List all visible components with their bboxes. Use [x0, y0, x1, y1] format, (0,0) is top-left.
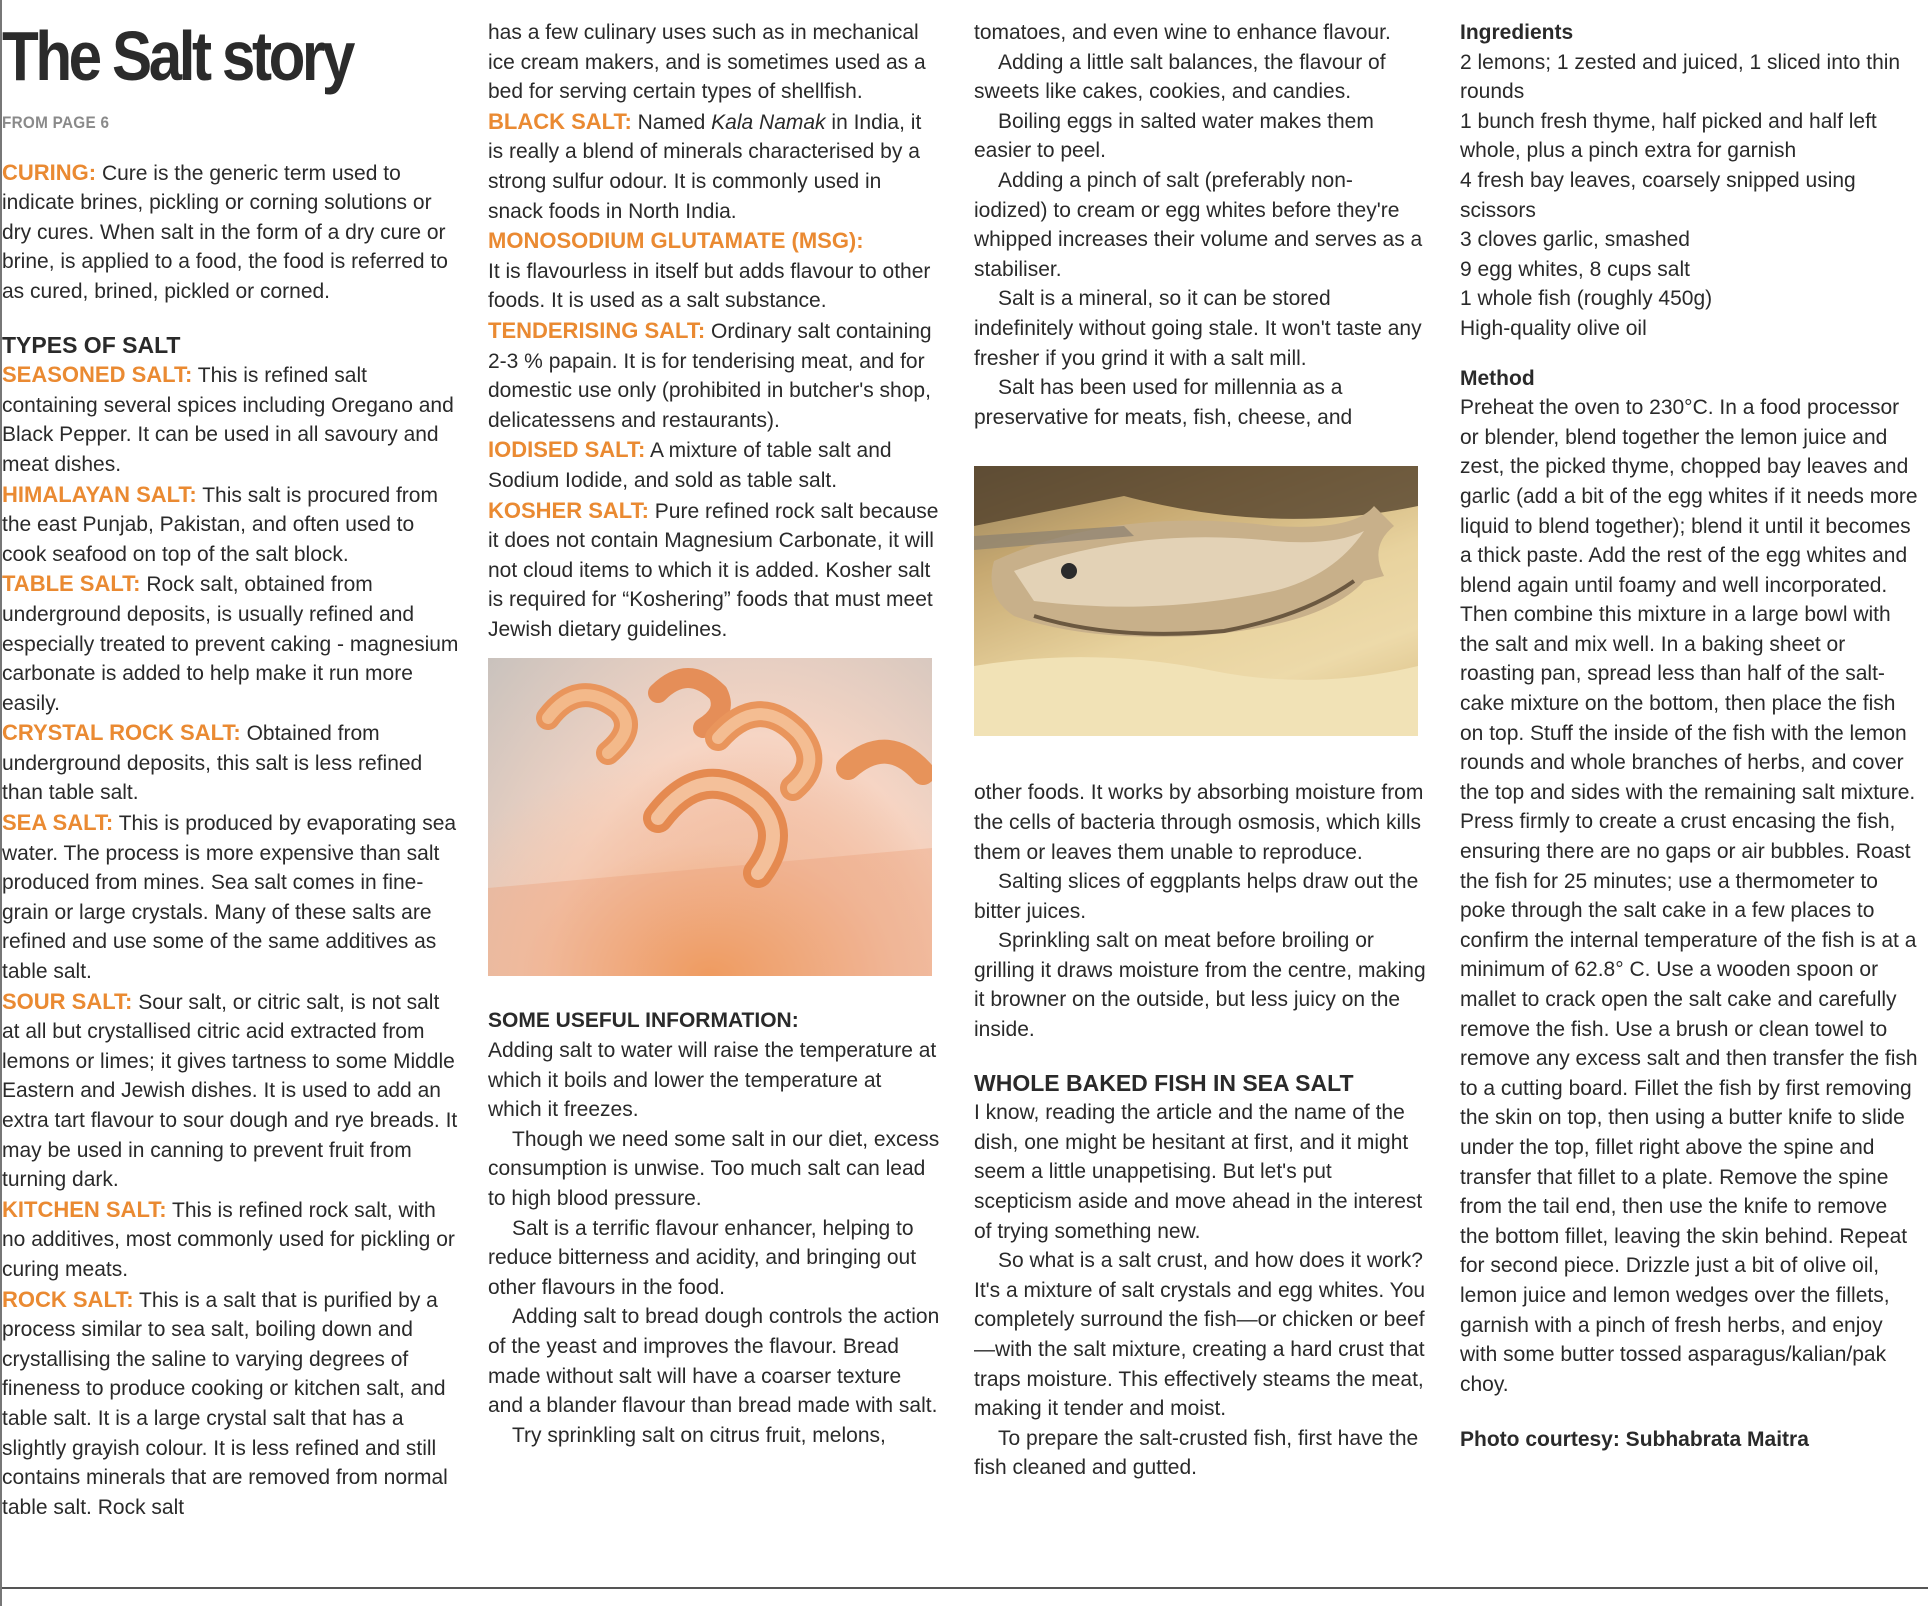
curing-term: CURING: [2, 159, 97, 185]
fish-p2: So what is a salt crust, and how does it work? It's a mixture of salt crystals and egg whites. You completely surround the fish—or chicken or beef—with the salt mixture, creating a hard crust that traps moisture. This effectively steams the meat, making it tender and moist. [974, 1249, 1426, 1421]
ingredient-item: 9 egg whites, 8 cups salt [1460, 257, 1690, 281]
tenderising-salt-paragraph [488, 316, 940, 435]
iodised-salt-paragraph [488, 435, 940, 495]
rock-salt-term: ROCK SALT: [2, 1286, 134, 1312]
himalayan-salt-paragraph [2, 480, 460, 570]
useful-p2: Though we need some salt in our diet, excess consumption is unwise. Too much salt can lead to high blood pressure. [488, 1127, 940, 1211]
black-salt-paragraph [488, 107, 940, 226]
himalayan-salt-text: This salt is procured from the east Punjab, Pakistan, and often used to cook seafood on top of the salt block. [2, 483, 438, 566]
msg-paragraph [488, 226, 940, 316]
ingredient-item: High-quality olive oil [1460, 316, 1647, 340]
column-2 [488, 18, 940, 1450]
table-salt-text: Rock salt, obtained from underground deposits, is usually refined and especially treated to prevent caking - magnesium carbonate is added to help make it run more easily. [2, 573, 459, 715]
rock-salt-continued: has a few culinary uses such as in mechanical ice cream makers, and is sometimes used as a bed for serving certain types of shellfish. [488, 21, 926, 104]
info-p7: other foods. It works by absorbing moisture from the cells of bacteria through osmosis, which kills them or leaves them unable to reproduce. [974, 781, 1424, 864]
black-salt-term: BLACK SALT: [488, 108, 632, 134]
sour-salt-text: Sour salt, or citric salt, is not salt at all but crystallised citric acid extracted from lemons or limes; it gives tartness to some Middle Eastern and Jewish dishes. It is used to add an extra tart flavour to sour dough and rye breads. It may be used in canning to prevent fruit from turning dark. [2, 990, 458, 1192]
sour-salt-paragraph [2, 987, 460, 1195]
tenderising-salt-term: TENDERISING SALT: [488, 317, 706, 343]
kosher-salt-text: Pure refined rock salt because it does not contain Magnesium Carbonate, it will not cloud items to which it is added. Kosher salt is required for “Koshering” foods that must meet Jewish dietary guidelines. [488, 499, 939, 641]
shrimp-on-salt-block-photo [488, 658, 932, 976]
method-heading: Method [1460, 366, 1535, 390]
fish-p1: I know, reading the article and the name of the dish, one might be hesitant at first, and it might seem a little unappetising. But let's put scepticism aside and move ahead in the interest of trying something new. [974, 1101, 1423, 1243]
iodised-salt-term: IODISED SALT: [488, 437, 646, 463]
info-p3: Boiling eggs in salted water makes them easier to peel. [974, 109, 1374, 163]
kala-namak-italic: Kala Namak [711, 110, 826, 134]
shrimp-illustration [488, 658, 932, 976]
whole-baked-fish-heading: WHOLE BAKED FISH IN SEA SALT [974, 1069, 1354, 1096]
types-of-salt-heading: TYPES OF SALT [2, 331, 181, 358]
curing-text: Cure is the generic term used to indicate brines, pickling or corning solutions or dry cures. When salt in the form of a dry cure or brine, is applied to a food, the food is referred to as cured, brined, pickled or corned. [2, 161, 448, 303]
curing-paragraph [2, 158, 460, 307]
kitchen-salt-term: KITCHEN SALT: [2, 1196, 167, 1222]
from-page-label: FROM PAGE 6 [2, 113, 110, 132]
fish-illustration [974, 466, 1418, 736]
sea-salt-text: This is produced by evaporating sea water. The process is more expensive than salt produced from mines. Sea salt comes in fine-grain or large crystals. Many of these salts are refined and use some of the same additives as table salt. [2, 812, 457, 984]
ingredient-item: 3 cloves garlic, smashed [1460, 228, 1690, 252]
info-p2: Adding a little salt balances, the flavour of sweets like cakes, cookies, and candies. [974, 50, 1386, 104]
kitchen-salt-paragraph [2, 1195, 460, 1285]
fish-p3: To prepare the salt-crusted fish, first have the fish cleaned and gutted. [974, 1426, 1419, 1480]
himalayan-salt-term: HIMALAYAN SALT: [2, 481, 197, 507]
kosher-salt-paragraph [488, 496, 940, 645]
rock-salt-paragraph [2, 1285, 460, 1523]
sour-salt-term: SOUR SALT: [2, 988, 133, 1014]
useful-p1: Adding salt to water will raise the temperature at which it boils and lower the temperature at which it freezes. [488, 1039, 937, 1122]
ingredient-item: 1 bunch fresh thyme, half picked and half left whole, plus a pinch extra for garnish [1460, 109, 1877, 163]
black-salt-text-pre: Named [631, 110, 712, 134]
seasoned-salt-term: SEASONED SALT: [2, 362, 193, 388]
msg-text: It is flavourless in itself but adds flavour to other foods. It is used as a salt substance. [488, 259, 931, 313]
kitchen-salt-text: This is refined rock salt, with no additives, most commonly used for pickling or curing meats. [2, 1198, 455, 1281]
bottom-rule [2, 1587, 1928, 1589]
info-p5: Salt is a mineral, so it can be stored indefinitely without going stale. It won't taste any fresher if you grind it with a salt mill. [974, 287, 1422, 370]
seasoned-salt-text: This is refined salt containing several spices including Oregano and Black Pepper. It can be used in all savoury and meat dishes. [2, 364, 454, 476]
ingredient-item: 2 lemons; 1 zested and juiced, 1 sliced into thin rounds [1460, 50, 1901, 104]
black-salt-text-post: in India, it is really a blend of minerals characterised by a strong sulfur odour. It is commonly used in snack foods in North India. [488, 110, 922, 223]
seasoned-salt-paragraph [2, 360, 460, 479]
info-p9: Sprinkling salt on meat before broiling or grilling it draws moisture from the centre, making it browner on the outside, but less juicy on the inside. [974, 929, 1426, 1042]
salt-baked-fish-photo [974, 466, 1418, 736]
info-p1: tomatoes, and even wine to enhance flavour. [974, 21, 1391, 44]
table-salt-term: TABLE SALT: [2, 571, 141, 597]
crystal-rock-salt-text: Obtained from underground deposits, this salt is less refined than table salt. [2, 722, 423, 805]
ingredients-heading: Ingredients [1460, 21, 1574, 44]
kosher-salt-term: KOSHER SALT: [488, 497, 649, 523]
column-1 [2, 18, 460, 1522]
column-4 [1460, 18, 1918, 1455]
crystal-rock-salt-paragraph [2, 718, 460, 808]
method-text: Preheat the oven to 230°C. In a food processor or blender, blend together the lemon juice and zest, the picked thyme, chopped bay leaves and garlic (add a bit of the egg whites if it needs more liquid to blend together); blend it until it becomes a thick paste. Add the rest of the egg whites and blend again until foamy and well incorporated. Then combine this mixture in a large bowl with the salt and mix well. In a baking sheet or roasting pan, spread less than half of the salt-cake mixture on the bottom, then place the fish on top. Stuff the inside of the fish with the lemon rounds and whole branches of herbs, and cover the top and sides with the remaining salt mixture. Press firmly to create a crust encasing the fish, ensuring there are no gaps or air bubbles. Roast the fish for 25 minutes; use a thermometer to poke through the salt cake in a few places to confirm the internal temperature of the fish is at a minimum of 62.8° C. Use a wooden spoon or mallet to crack open the salt cake and carefully remove the fish. Use a brush or clean towel to remove any excess salt and then transfer the fish to a cutting board. Fillet the fish by first removing the skin on top, then using a butter knife to slide under the top, fillet right above the spine and transfer that fillet to a plate. Remove the spine from the tail end, then use the knife to remove the bottom fillet, leaving the skin behind. Repeat for second piece. Drizzle just a bit of olive oil, lemon juice and lemon wedges over the fillets, garnish with a pinch of fresh herbs, and enjoy with some butter tossed asparagus/kalian/pak choy. [1460, 396, 1918, 1396]
useful-p3: Salt is a terrific flavour enhancer, helping to reduce bitterness and acidity, and bringing out other flavours in the food. [488, 1216, 917, 1299]
useful-info-heading: SOME USEFUL INFORMATION: [488, 1009, 799, 1033]
useful-p5: Try sprinkling salt on citrus fruit, melons, [512, 1423, 886, 1447]
crystal-rock-salt-term: CRYSTAL ROCK SALT: [2, 720, 241, 746]
column-3 [974, 18, 1426, 1483]
ingredient-item: 1 whole fish (roughly 450g) [1460, 287, 1713, 311]
ingredient-item: 4 fresh bay leaves, coarsely snipped using scissors [1460, 168, 1856, 222]
photo-credit: Photo courtesy: Subhabrata Maitra [1460, 1428, 1809, 1452]
msg-term: MONOSODIUM GLUTAMATE (MSG): [488, 228, 864, 254]
article-title: The Salt story [2, 17, 352, 95]
table-salt-paragraph [2, 569, 460, 718]
useful-p4: Adding salt to bread dough controls the action of the yeast and improves the flavour. Bread made without salt will have a coarser texture and a blander flavour than bread made with salt. [488, 1305, 940, 1418]
info-p8: Salting slices of eggplants helps draw out the bitter juices. [974, 870, 1419, 923]
info-p4: Adding a pinch of salt (preferably non-iodized) to cream or egg whites before they're whipped increases their volume and serves as a stabiliser. [974, 168, 1423, 281]
iodised-salt-text: A mixture of table salt and Sodium Iodide, and sold as table salt. [488, 439, 892, 492]
sea-salt-paragraph [2, 808, 460, 987]
sea-salt-term: SEA SALT: [2, 810, 114, 836]
info-p6: Salt has been used for millennia as a preservative for meats, fish, cheese, and [974, 376, 1353, 429]
tenderising-salt-text: Ordinary salt containing 2-3 % papain. It is for tenderising meat, and for domestic use only (prohibited in butcher's shop, delicatessens and restaurants). [488, 319, 932, 432]
rock-salt-text: This is a salt that is purified by a process similar to sea salt, boiling down and crystallising the saline to varying degrees of fineness to produce cooking or kitchen salt, and table salt. It is a large crystal salt that has a slightly grayish colour. It is less refined and still contains minerals that are removed from normal table salt. Rock salt [2, 1288, 448, 1519]
